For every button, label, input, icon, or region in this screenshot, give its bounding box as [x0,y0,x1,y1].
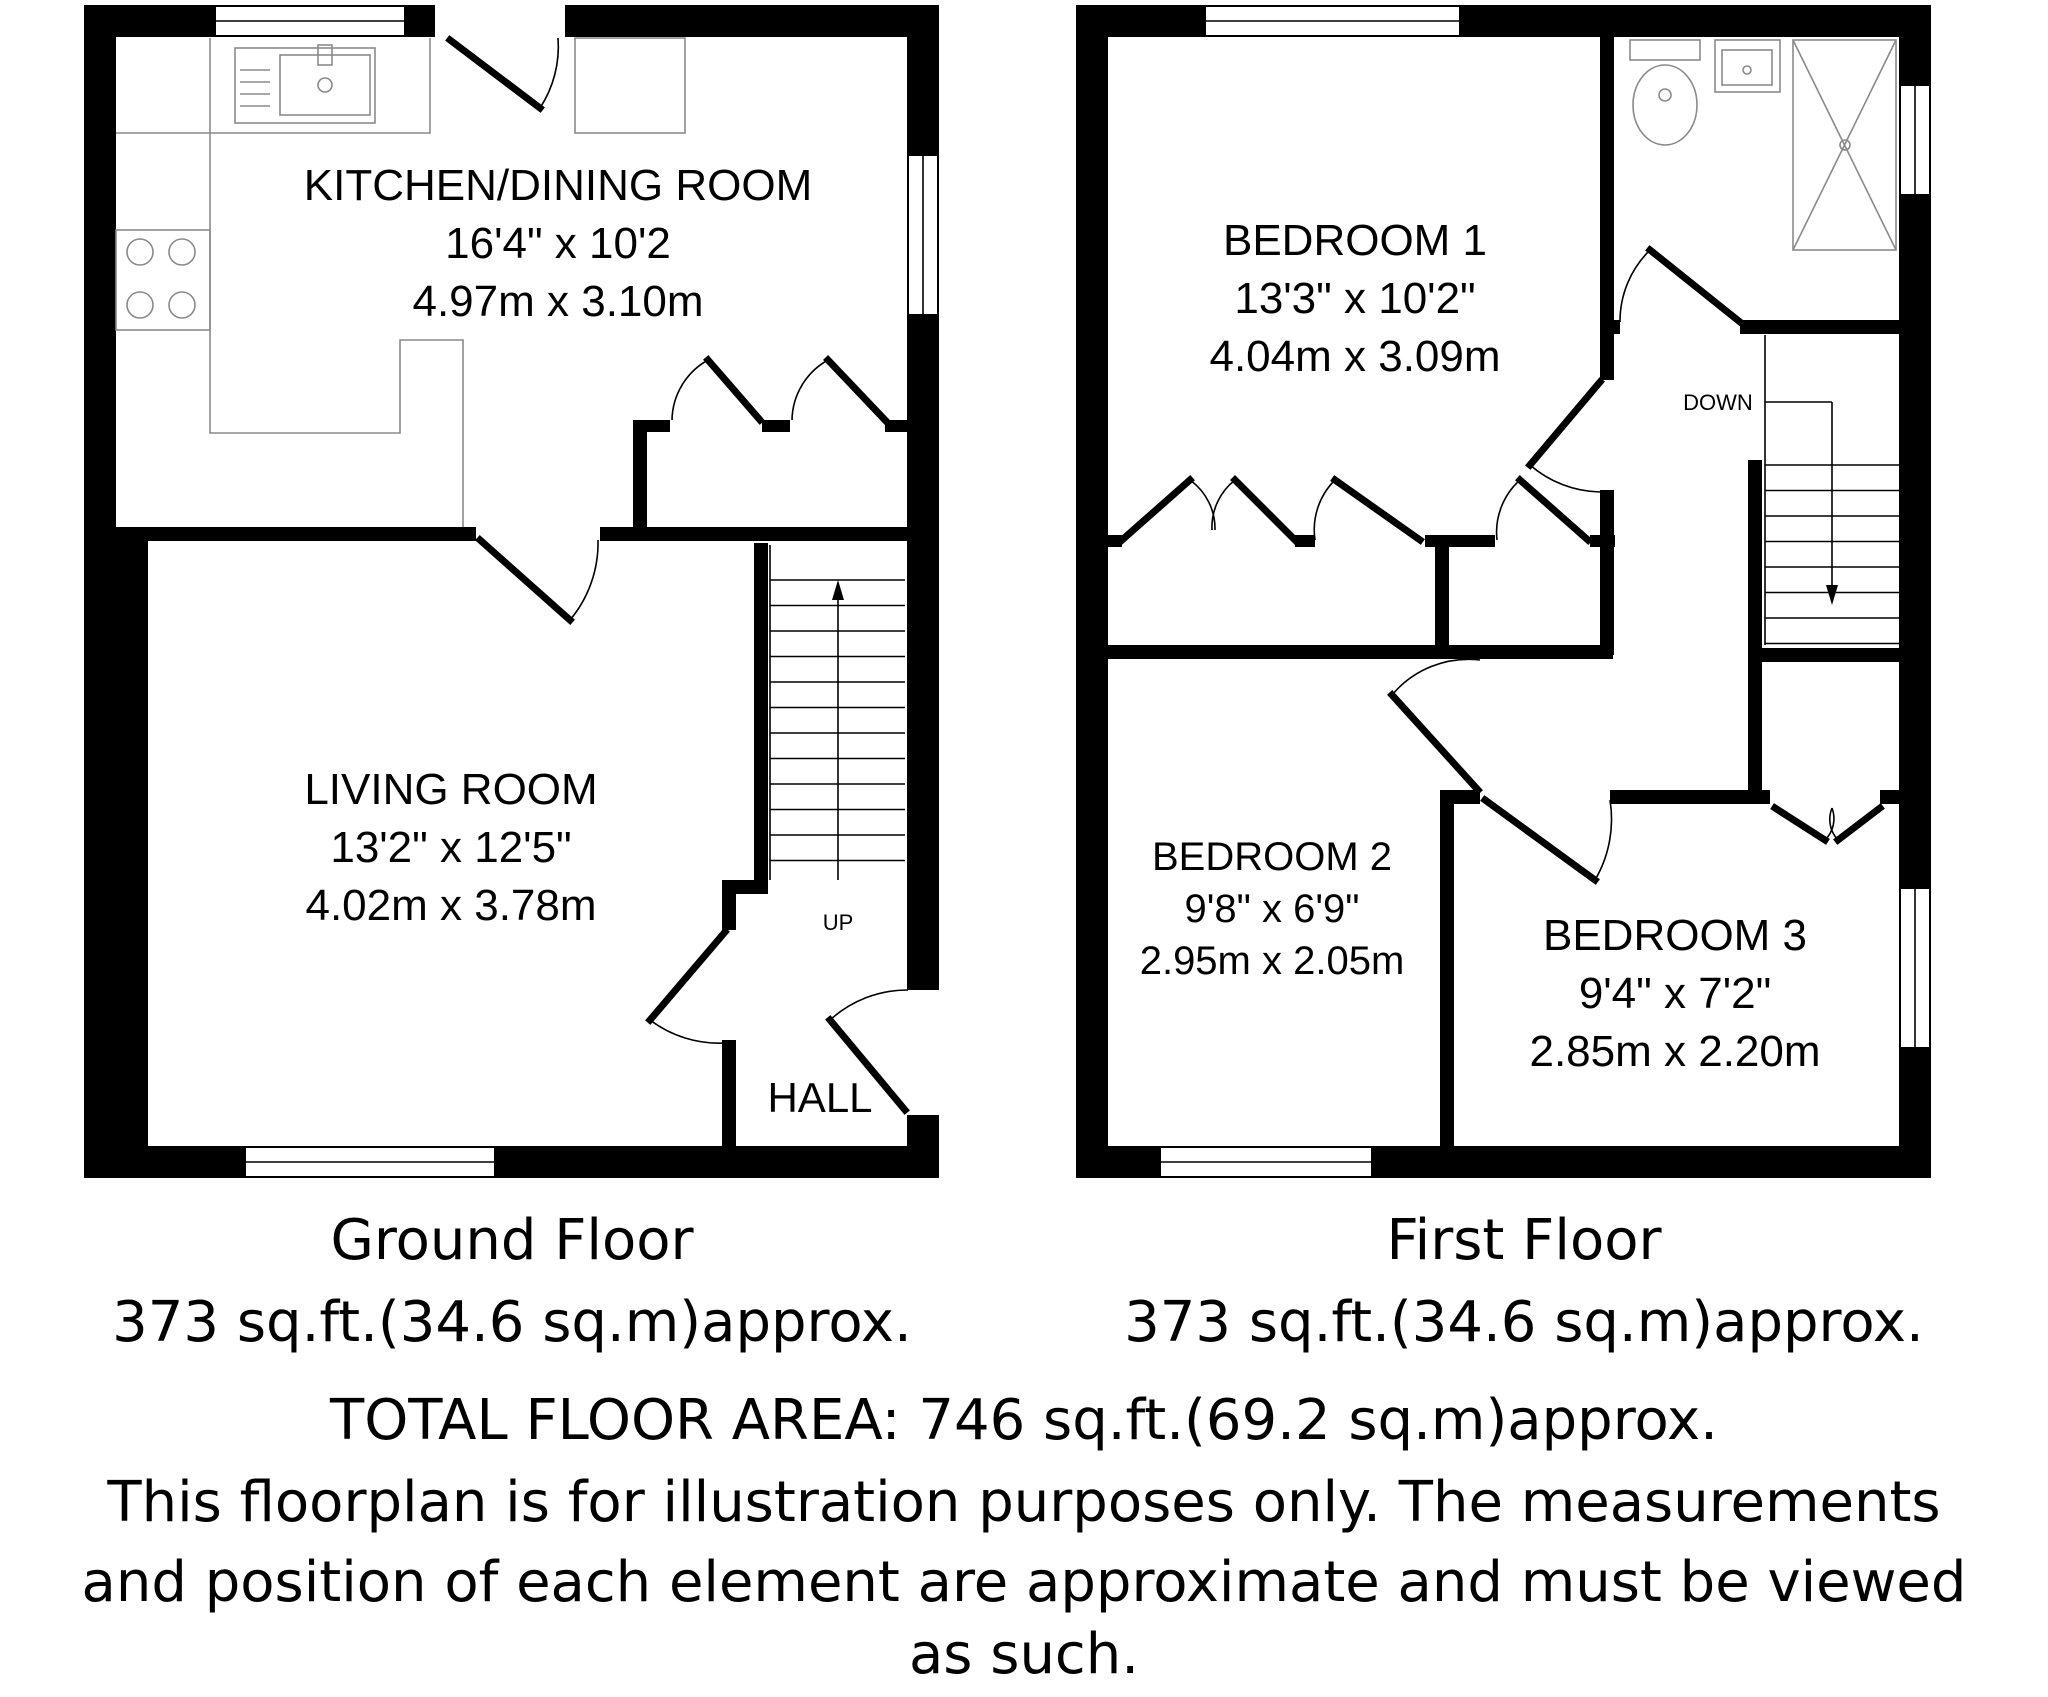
kitchen-metric: 4.97m x 3.10m [412,277,704,326]
gf-back-door [450,40,540,108]
ff-wall-stairs-left [1748,460,1762,800]
gf-wall-kitchen-living-left [116,527,476,541]
bedroom3-name: BEDROOM 3 [1542,911,1808,960]
ff-wall-bathroom-bottom [1740,320,1900,334]
gf-door-living [480,540,570,620]
disclaimer-line-3: as such. [908,1622,1140,1687]
gf-wall-bottom [84,1146,939,1178]
bedroom1-name: BEDROOM 1 [1222,216,1488,265]
total-floor-area: TOTAL FLOOR AREA: 746 sq.ft.(69.2 sq.m)approx. [330,1388,1718,1453]
disclaimer-line-1: This floorplan is for illustration purposes only. The measurements [107,1470,1941,1535]
living-metric: 4.02m x 3.78m [305,881,597,930]
first-floor-title: First Floor [1386,1208,1662,1273]
gf-staircase [770,545,905,880]
living-name: LIVING ROOM [304,765,598,814]
ff-wardrobe-door-b [1235,480,1295,540]
room-labels [304,161,1821,1121]
first-floor-plan [1076,5,1931,1178]
ff-door-bathroom [1650,250,1740,322]
ff-cupboard-door-a [1775,808,1825,840]
bedroom1-imperial: 13'3" x 10'2" [1234,274,1476,323]
gf-stairs-label: UP [822,910,854,935]
ff-wall-bedroom3-top [1610,790,1770,804]
bedroom3-imperial: 9'4" x 7'2" [1578,969,1772,1018]
bedroom2-metric: 2.95m x 2.05m [1139,939,1405,983]
ground-floor-title: Ground Floor [330,1208,694,1273]
gf-cupboard-wall-left [633,420,647,540]
ff-wall-bedroom1-bottom [1108,645,1613,659]
gf-cupboard-wall-top-a [633,420,670,432]
ff-door-bedroom3 [1485,800,1595,880]
ff-wall-landing-left [1600,490,1614,655]
gf-cupboard-door-b [828,360,885,420]
kitchen-name: KITCHEN/DINING ROOM [303,161,813,210]
bedroom1-metric: 4.04m x 3.09m [1209,332,1501,381]
ff-toilet [1630,40,1700,60]
living-imperial: 13'2" x 12'5" [330,823,572,872]
gf-sink [235,48,375,123]
gf-door-hall-living [650,932,725,1020]
ground-floor-area: 373 sq.ft.(34.6 sq.m)approx. [112,1290,912,1355]
gf-wall-stairs-left [754,543,768,883]
ff-wall-left [1076,5,1108,1178]
first-floor-area: 373 sq.ft.(34.6 sq.m)approx. [1124,1290,1924,1355]
gf-wall-left-lower [84,540,148,1178]
disclaimer-line-2: and position of each element are approximate and must be viewed [81,1550,1967,1615]
ff-wardrobe-door-a [1122,480,1190,540]
ff-door-bedroom2 [1392,695,1478,790]
gf-cupboard-door-a [708,360,760,420]
gf-fridge [575,38,685,133]
gf-hob [116,230,210,330]
hall-name: HALL [767,1074,873,1121]
ff-staircase [1765,335,1899,645]
ff-wall-bedroom2-right [1440,790,1454,1150]
gf-wall-hall-left [722,1040,736,1150]
bedroom3-metric: 2.85m x 2.20m [1529,1027,1821,1076]
ff-bathroom-fixtures [1630,40,1896,250]
ff-stairs-label: DOWN [1683,390,1753,415]
bedroom2-imperial: 9'8" x 6'9" [1184,887,1360,931]
ff-wall-bathroom-left [1600,37,1614,377]
kitchen-imperial: 16'4" x 10'2 [445,219,671,268]
ff-cupboard-door-b [1838,808,1880,840]
ff-wardrobe-divider [1435,545,1449,650]
bedroom2-name: BEDROOM 2 [1151,835,1393,879]
ff-door-bedroom1 [1530,382,1600,465]
ff-wardrobe-door-c [1335,480,1420,540]
